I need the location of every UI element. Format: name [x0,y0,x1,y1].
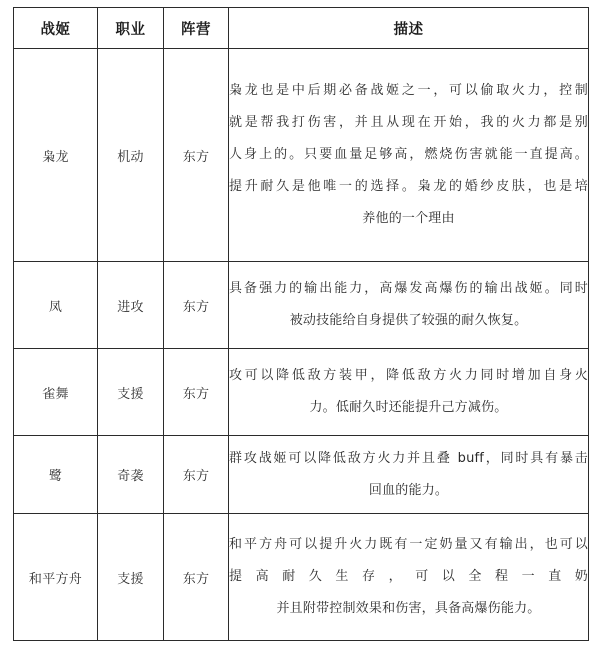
description-line: 提升耐久是他唯一的选择。枭龙的婚纱皮肤，也是培 [229,178,588,194]
cell-maiden-role: 奇袭 [98,436,164,514]
column-header-camp: 阵营 [164,8,229,49]
table-row [14,49,589,262]
table-header [14,8,589,49]
cell-maiden-name: 鹭 [14,436,98,514]
cell-maiden-role: 机动 [98,49,164,262]
table-row [14,349,589,436]
column-header-name: 战姬 [14,8,98,49]
description-line: 就是帮我打伤害，并且从现在开始，我的火力都是别 [229,115,588,131]
table-row [14,262,589,349]
cell-maiden-role: 支援 [98,514,164,641]
cell-maiden-description [229,349,589,436]
cell-maiden-description [229,49,589,262]
cell-maiden-name: 雀舞 [14,349,98,436]
cell-maiden-camp: 东方 [164,514,229,641]
description-line: 被动技能给自身提供了较强的耐久恢复。 [289,313,528,328]
cell-maiden-camp: 东方 [164,436,229,514]
cell-maiden-name: 枭龙 [14,49,98,262]
description-line: 和平方舟可以提升火力既有一定奶量又有输出，也可以 [229,537,588,553]
table-body [14,49,589,641]
cell-maiden-role: 进攻 [98,262,164,349]
cell-maiden-name: 和平方舟 [14,514,98,641]
cell-maiden-role: 支援 [98,349,164,436]
description-line: 并且附带控制效果和伤害，具备高爆伤能力。 [276,600,541,616]
table-row [14,436,589,514]
column-header-role: 职业 [98,8,164,49]
cell-maiden-camp: 东方 [164,349,229,436]
column-header-description: 描述 [229,8,589,49]
description-line: 提高耐久生存，可以全程一直奶 [229,569,588,585]
cell-maiden-camp: 东方 [164,262,229,349]
table-header-row [14,8,589,49]
description-line: 养他的一个理由 [362,210,455,226]
description-line: 群攻战姬可以降低敌方火力并且叠 buff，同时具有暴击 [229,450,588,466]
cell-maiden-description [229,436,589,514]
table-row [14,514,589,641]
description-line: 枭龙也是中后期必备战姬之一，可以偷取火力，控制 [229,83,588,99]
cell-maiden-camp: 东方 [164,49,229,262]
description-line: 人身上的。只要血量足够高，燃烧伤害就能一直提高。 [229,147,588,163]
cell-maiden-description [229,262,589,349]
description-line: 攻可以降低敌方装甲，降低敌方火力同时增加自身火 [229,368,588,384]
description-line: 力。低耐久时还能提升己方减伤。 [309,400,508,415]
cell-maiden-name: 凤 [14,262,98,349]
war-maiden-table [13,7,589,641]
description-line: 具备强力的输出能力，高爆发高爆伤的输出战姬。同时 [229,281,588,297]
cell-maiden-description [229,514,589,641]
description-line: 回血的能力。 [368,482,449,498]
